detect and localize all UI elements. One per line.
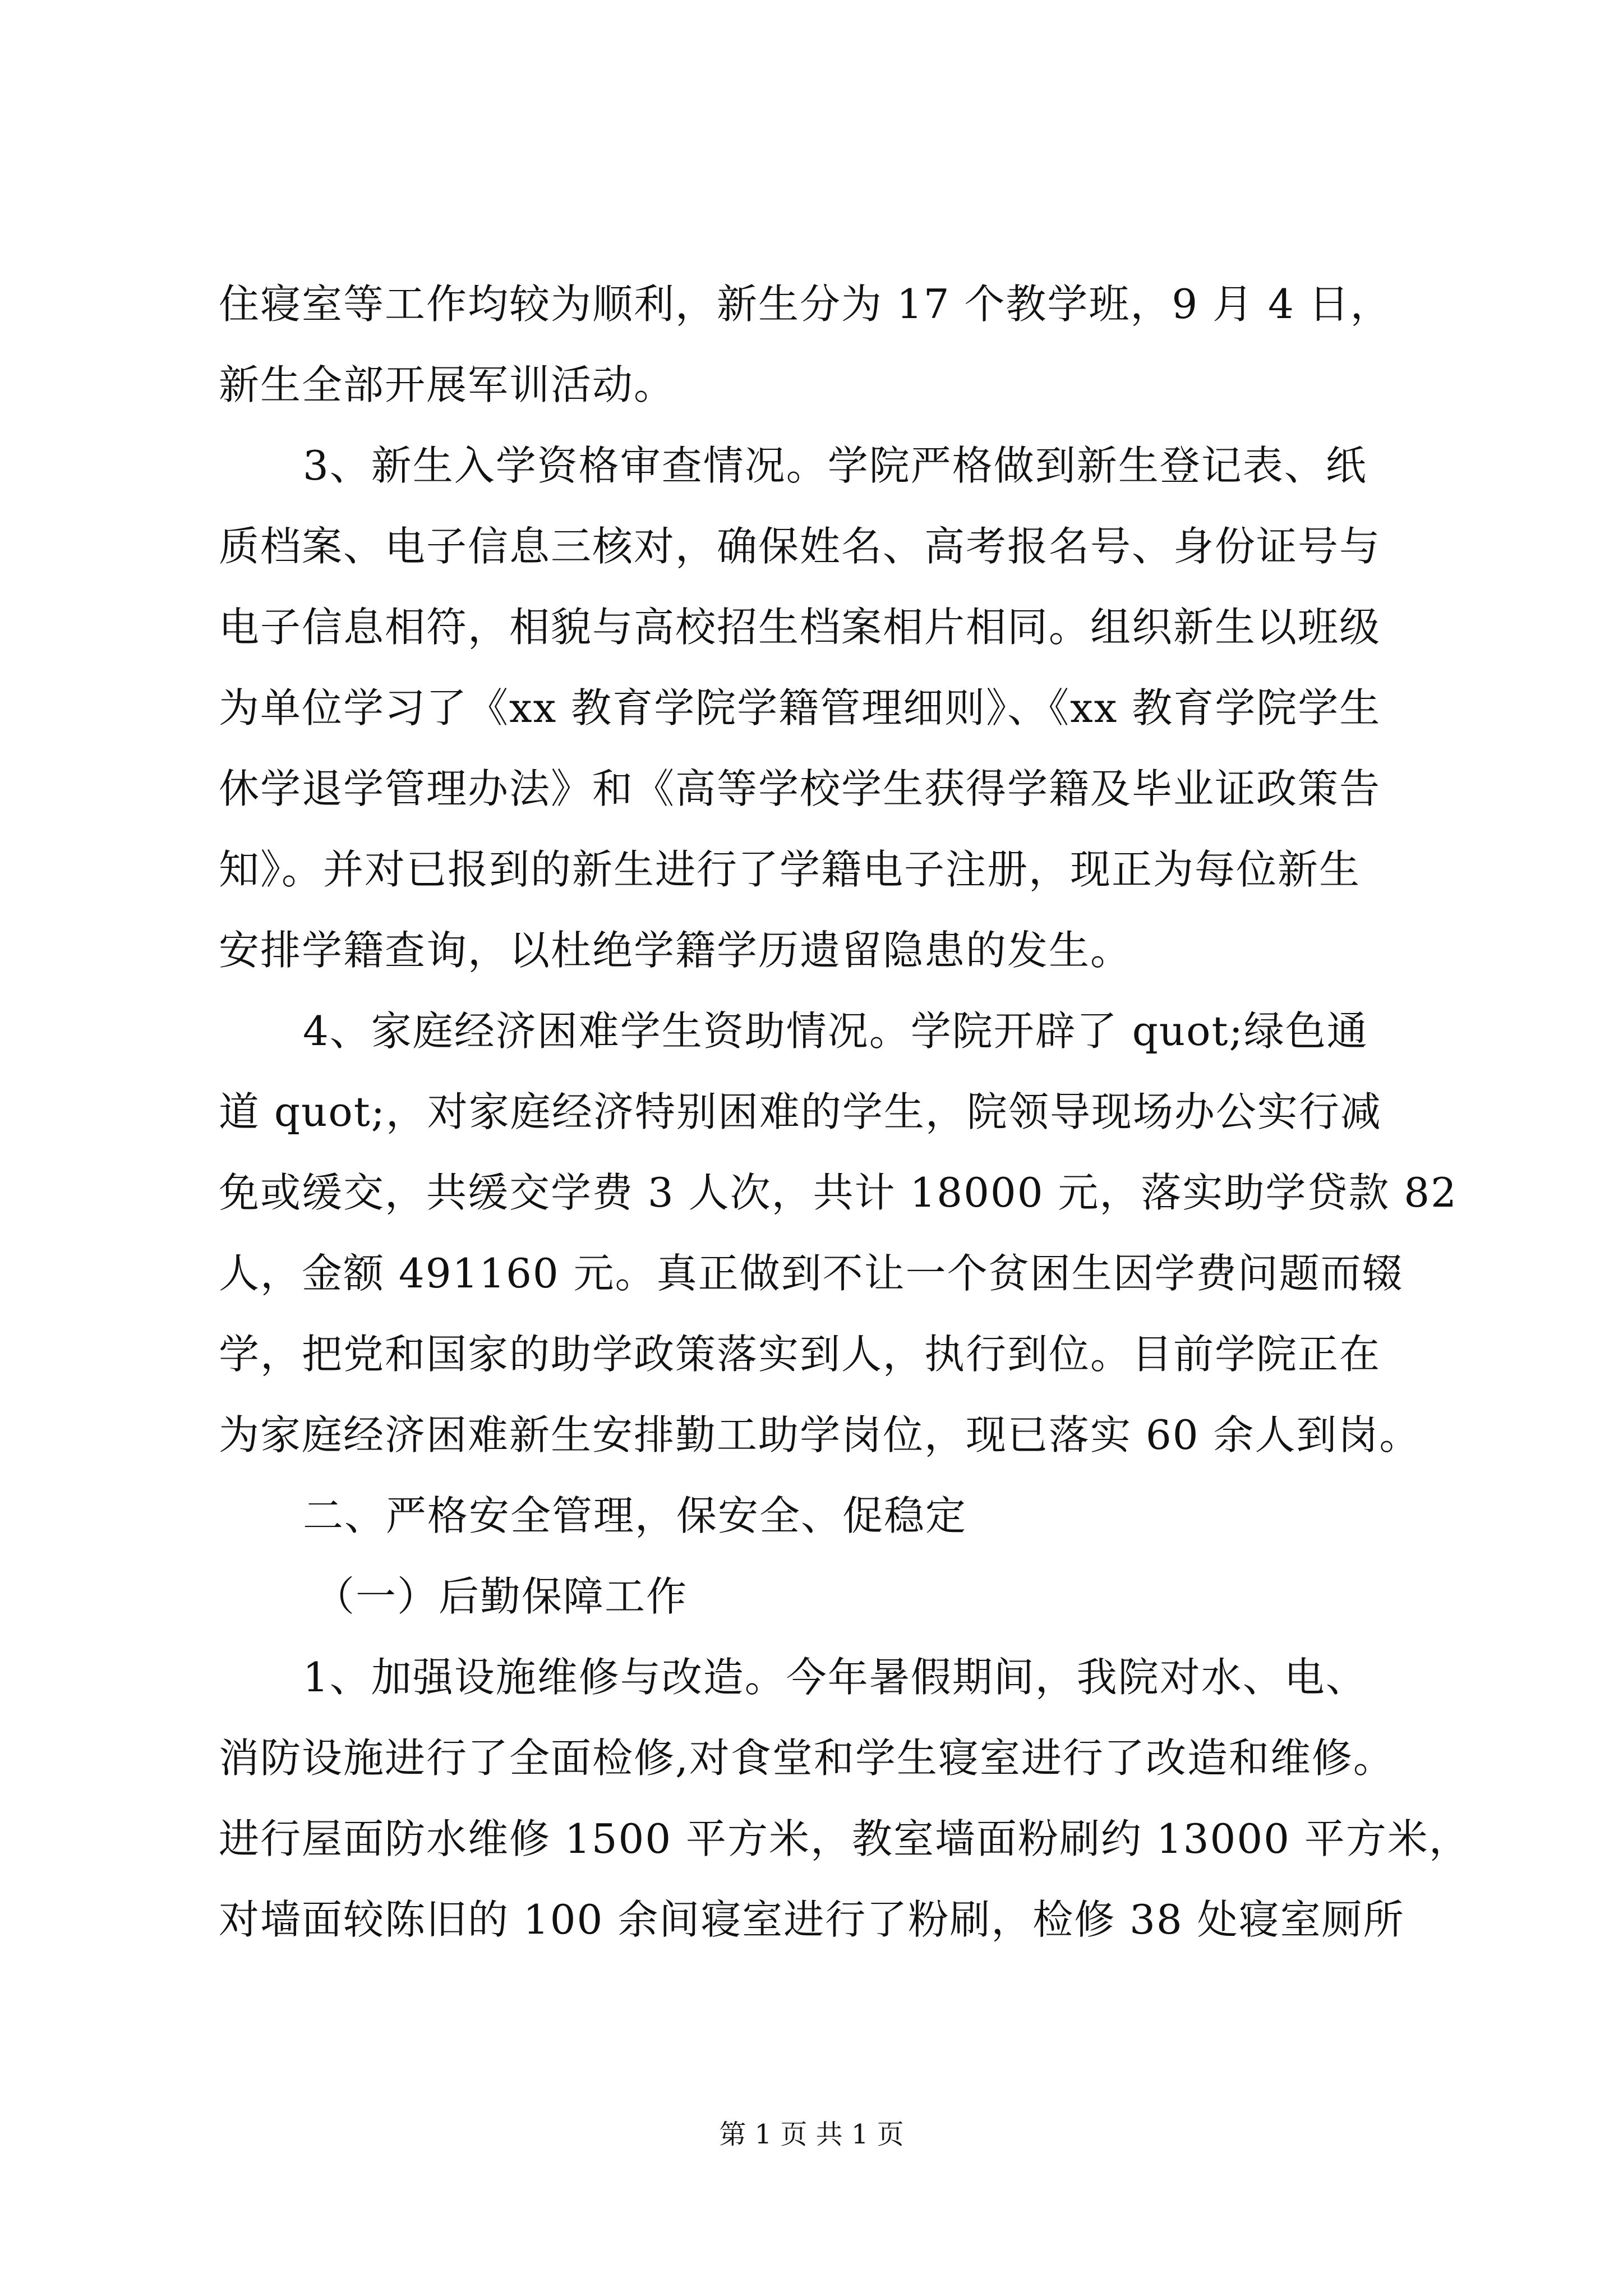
page-footer bbox=[0, 2118, 1623, 2151]
paragraph-start-line: 3、新生入学资格审查情况。学院严格做到新生登记表、纸 bbox=[303, 442, 1367, 489]
text-line: 电子信息相符，相貌与高校招生档案相片相同。组织新生以班级 bbox=[219, 604, 1381, 651]
text-line: 学，把党和国家的助学政策落实到人，执行到位。目前学院正在 bbox=[219, 1331, 1381, 1378]
text-line: 对墙面较陈旧的 100 余间寝室进行了粉刷，检修 38 处寝室厕所 bbox=[219, 1896, 1405, 1943]
text-line: 免或缓交，共缓交学费 3 人次，共计 18000 元，落实助学贷款 82 bbox=[219, 1169, 1458, 1216]
text-line: 质档案、电子信息三核对，确保姓名、高考报名号、身份证号与 bbox=[219, 523, 1381, 570]
text-line: 为单位学习了《xx 教育学院学籍管理细则》、《xx 教育学院学生 bbox=[219, 684, 1381, 731]
text-line: 进行屋面防水维修 1500 平方米，教室墙面粉刷约 13000 平方米， bbox=[219, 1815, 1470, 1862]
text-line: 消防设施进行了全面检修,对食堂和学生寝室进行了改造和维修。 bbox=[219, 1734, 1395, 1782]
text-line: 道 quot;，对家庭经济特别困难的学生，院领导现场办公实行减 bbox=[219, 1088, 1382, 1135]
text-line: 人，金额 491160 元。真正做到不让一个贫困生因学费问题而辍 bbox=[219, 1250, 1404, 1297]
text-line: 休学退学管理办法》和《高等学校学生获得学籍及毕业证政策告 bbox=[219, 765, 1381, 812]
section-heading: 二、严格安全管理，保安全、促稳定 bbox=[303, 1492, 967, 1539]
text-line: 住寝室等工作均较为顺利，新生分为 17 个教学班，9 月 4 日， bbox=[219, 280, 1392, 328]
paragraph-start-line: 4、家庭经济困难学生资助情况。学院开辟了 quot;绿色通 bbox=[303, 1007, 1368, 1055]
text-line: 安排学籍查询，以杜绝学籍学历遗留隐患的发生。 bbox=[219, 927, 1132, 974]
text-line: 知》。并对已报到的新生进行了学籍电子注册，现正为每位新生 bbox=[219, 846, 1361, 893]
text-line: 新生全部开展军训活动。 bbox=[219, 361, 676, 408]
document-body bbox=[219, 264, 1470, 1960]
page-number-label: 第 1 页 共 1 页 bbox=[719, 2119, 904, 2150]
text-line: 为家庭经济困难新生安排勤工助学岗位，现已落实 60 余人到岗。 bbox=[219, 1411, 1421, 1458]
subsection-heading: （一）后勤保障工作 bbox=[314, 1573, 688, 1620]
paragraph-start-line: 1、加强设施维修与改造。今年暑假期间，我院对水、电、 bbox=[303, 1654, 1367, 1701]
